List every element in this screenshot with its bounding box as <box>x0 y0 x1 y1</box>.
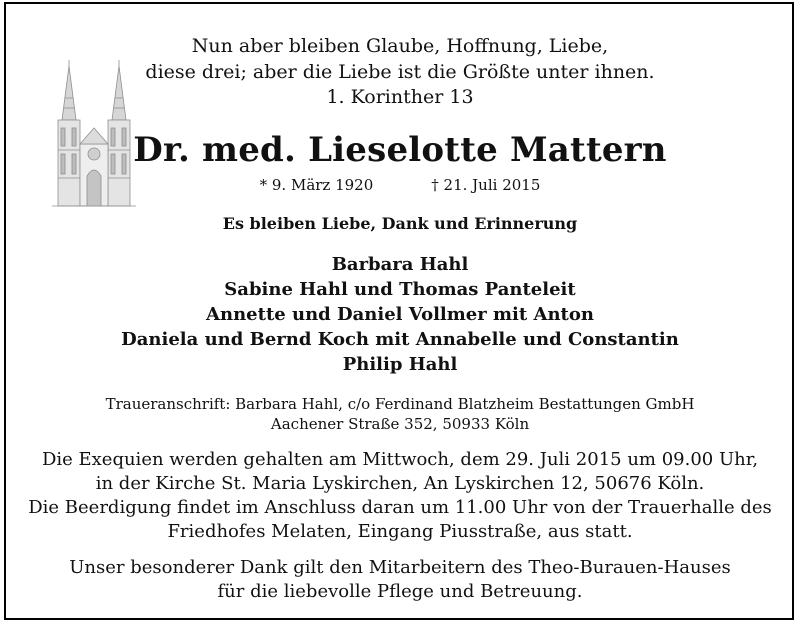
dedication: Es bleiben Liebe, Dank und Erinnerung <box>222 214 578 233</box>
thanks-line: für die liebevolle Pflege und Betreuung. <box>217 581 583 602</box>
deceased-name: Dr. med. Lieselotte Mattern <box>133 130 667 170</box>
family-member: Daniela und Bernd Koch mit Annabelle und Constantin <box>121 329 679 350</box>
birth-date: * 9. März 1920 <box>259 176 374 194</box>
service-line: Friedhofes Melaten, Eingang Piusstraße, aus statt. <box>167 521 633 542</box>
thanks-line: Unser besonderer Dank gilt den Mitarbeitern des Theo-Burauen-Hauses <box>69 557 731 578</box>
family-member: Barbara Hahl <box>331 254 469 275</box>
death-date: † 21. Juli 2015 <box>431 176 541 194</box>
mourning-address-line-2: Aachener Straße 352, 50933 Köln <box>270 415 530 433</box>
verse-reference: 1. Korinther 13 <box>326 86 474 108</box>
family-member: Philip Hahl <box>342 354 458 375</box>
family-member: Annette und Daniel Vollmer mit Anton <box>206 304 594 325</box>
mourning-address-line-1: Traueranschrift: Barbara Hahl, c/o Ferdinand Blatzheim Bestattungen GmbH <box>105 395 695 413</box>
verse-line-2: diese drei; aber die Liebe ist die Größte unter ihnen. <box>145 61 655 83</box>
family-member: Sabine Hahl und Thomas Panteleit <box>224 279 576 300</box>
verse-line-1: Nun aber bleiben Glaube, Hoffnung, Liebe, <box>191 35 609 57</box>
service-line: in der Kirche St. Maria Lyskirchen, An Lyskirchen 12, 50676 Köln. <box>95 473 705 494</box>
service-line: Die Exequien werden gehalten am Mittwoch, dem 29. Juli 2015 um 09.00 Uhr, <box>41 449 759 470</box>
life-dates <box>0 175 800 195</box>
service-line: Die Beerdigung findet im Anschluss daran um 11.00 Uhr von der Trauerhalle des <box>28 497 772 518</box>
